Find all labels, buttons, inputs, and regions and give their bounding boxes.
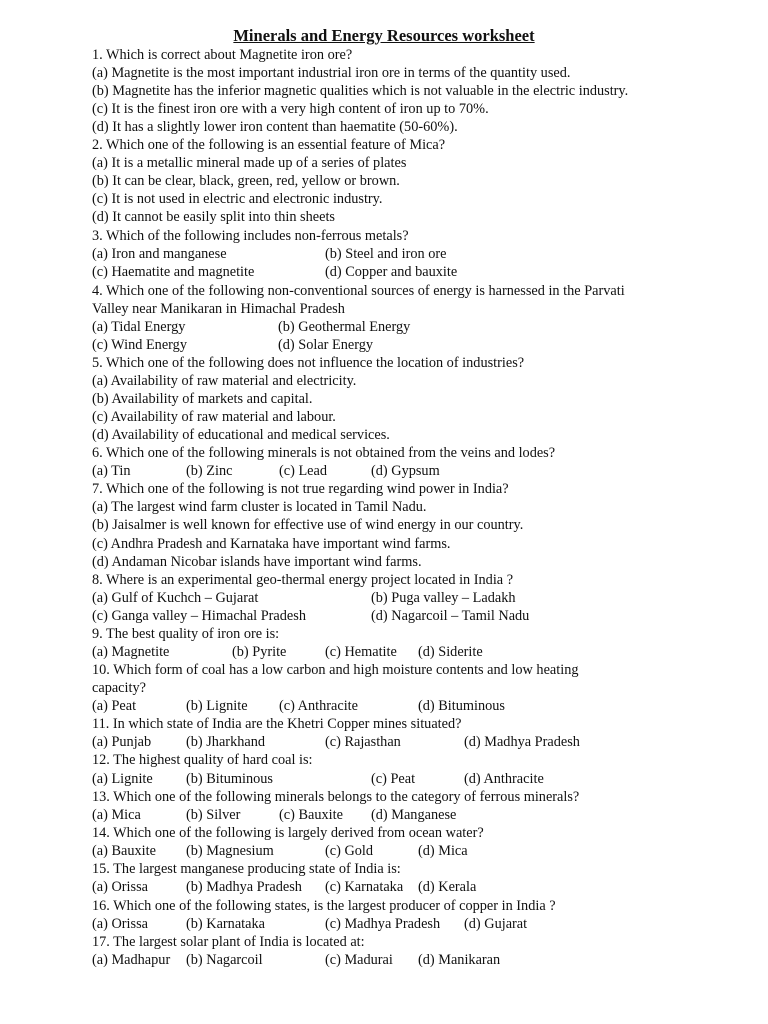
q4-option-a: (a) Tidal Energy (92, 319, 186, 335)
question-2: 2. Which one of the following is an essential feature of Mica? (92, 137, 446, 153)
q13-option-c: (c) Bauxite (279, 807, 343, 823)
q9-option-b: (b) Pyrite (232, 644, 287, 660)
q5-option-d: (d) Availability of educational and medical services. (92, 427, 390, 443)
q13-option-d: (d) Manganese (371, 807, 457, 823)
q15-option-b: (b) Madhya Pradesh (186, 879, 302, 895)
q16-option-a: (a) Orissa (92, 916, 148, 932)
question-7: 7. Which one of the following is not true regarding wind power in India? (92, 481, 509, 497)
q15-option-d: (d) Kerala (418, 879, 477, 895)
question-10-continued: capacity? (92, 680, 146, 696)
q10-option-a: (a) Peat (92, 698, 137, 714)
q11-option-c: (c) Rajasthan (325, 734, 401, 750)
q14-option-b: (b) Magnesium (186, 843, 274, 859)
question-13: 13. Which one of the following minerals belongs to the category of ferrous minerals? (92, 789, 580, 805)
q12-option-d: (d) Anthracite (464, 771, 544, 787)
q8-option-b: (b) Puga valley – Ladakh (371, 590, 516, 606)
q17-option-d: (d) Manikaran (418, 952, 501, 968)
question-4-continued: Valley near Manikaran in Himachal Pradesh (92, 301, 345, 317)
q14-option-a: (a) Bauxite (92, 843, 156, 859)
q7-option-a: (a) The largest wind farm cluster is located in Tamil Nadu. (92, 499, 427, 515)
q1-option-a: (a) Magnetite is the most important industrial iron ore in terms of the quantity used. (92, 65, 571, 81)
q8-option-c: (c) Ganga valley – Himachal Pradesh (92, 608, 306, 624)
q2-option-d: (d) It cannot be easily split into thin sheets (92, 209, 335, 225)
q16-option-b: (b) Karnataka (186, 916, 265, 932)
q4-option-d: (d) Solar Energy (278, 337, 374, 353)
q15-option-c: (c) Karnataka (325, 879, 404, 895)
q1-option-d: (d) It has a slightly lower iron content than haematite (50-60%). (92, 119, 458, 135)
q3-option-b: (b) Steel and iron ore (325, 246, 447, 262)
q2-option-b: (b) It can be clear, black, green, red, yellow or brown. (92, 173, 400, 189)
worksheet-title: Minerals and Energy Resources worksheet (233, 26, 535, 45)
q10-option-b: (b) Lignite (186, 698, 248, 714)
q16-option-c: (c) Madhya Pradesh (325, 916, 441, 932)
q11-option-d: (d) Madhya Pradesh (464, 734, 580, 750)
q5-option-a: (a) Availability of raw material and electricity. (92, 373, 357, 389)
q17-option-b: (b) Nagarcoil (186, 952, 263, 968)
q2-option-c: (c) It is not used in electric and electronic industry. (92, 191, 383, 207)
q1-option-c: (c) It is the finest iron ore with a very high content of iron up to 70%. (92, 101, 489, 117)
q3-option-a: (a) Iron and manganese (92, 246, 227, 262)
q9-option-c: (c) Hematite (325, 644, 397, 660)
q10-option-d: (d) Bituminous (418, 698, 505, 714)
question-4: 4. Which one of the following non-conventional sources of energy is harnessed in the Parvati (92, 283, 625, 299)
q17-option-c: (c) Madurai (325, 952, 393, 968)
question-6: 6. Which one of the following minerals is not obtained from the veins and lodes? (92, 445, 556, 461)
q17-option-a: (a) Madhapur (92, 952, 171, 968)
question-14: 14. Which one of the following is largely derived from ocean water? (92, 825, 484, 841)
q5-option-c: (c) Availability of raw material and labour. (92, 409, 336, 425)
q12-option-a: (a) Lignite (92, 771, 153, 787)
question-12: 12. The highest quality of hard coal is: (92, 752, 313, 768)
q12-option-b: (b) Bituminous (186, 771, 273, 787)
q5-option-b: (b) Availability of markets and capital. (92, 391, 313, 407)
q4-option-c: (c) Wind Energy (92, 337, 187, 353)
q7-option-c: (c) Andhra Pradesh and Karnataka have important wind farms. (92, 536, 451, 552)
question-10: 10. Which form of coal has a low carbon and high moisture contents and low heating (92, 662, 579, 678)
q1-option-b: (b) Magnetite has the inferior magnetic qualities which is not valuable in the electric industry. (92, 83, 629, 99)
question-11: 11. In which state of India are the Khetri Copper mines situated? (92, 716, 462, 732)
q7-option-b: (b) Jaisalmer is well known for effective use of wind energy in our country. (92, 517, 524, 533)
question-17: 17. The largest solar plant of India is located at: (92, 934, 365, 950)
q12-option-c: (c) Peat (371, 771, 416, 787)
question-9: 9. The best quality of iron ore is: (92, 626, 280, 642)
q14-option-c: (c) Gold (325, 843, 374, 859)
question-8: 8. Where is an experimental geo-thermal energy project located in India ? (92, 572, 514, 588)
q2-option-a: (a) It is a metallic mineral made up of a series of plates (92, 155, 407, 171)
question-16: 16. Which one of the following states, is the largest producer of copper in India ? (92, 898, 556, 914)
q4-option-b: (b) Geothermal Energy (278, 319, 411, 335)
question-3: 3. Which of the following includes non-ferrous metals? (92, 228, 409, 244)
q13-option-a: (a) Mica (92, 807, 141, 823)
q9-option-a: (a) Magnetite (92, 644, 170, 660)
q16-option-d: (d) Gujarat (464, 916, 528, 932)
q8-option-a: (a) Gulf of Kuchch – Gujarat (92, 590, 259, 606)
q11-option-b: (b) Jharkhand (186, 734, 266, 750)
q6-option-b: (b) Zinc (186, 463, 233, 479)
q13-option-b: (b) Silver (186, 807, 241, 823)
q3-option-c: (c) Haematite and magnetite (92, 264, 255, 280)
q3-option-d: (d) Copper and bauxite (325, 264, 458, 280)
q9-option-d: (d) Siderite (418, 644, 483, 660)
q8-option-d: (d) Nagarcoil – Tamil Nadu (371, 608, 530, 624)
q6-option-d: (d) Gypsum (371, 463, 440, 479)
question-5: 5. Which one of the following does not influence the location of industries? (92, 355, 525, 371)
q11-option-a: (a) Punjab (92, 734, 152, 750)
q6-option-a: (a) Tin (92, 463, 131, 479)
q15-option-a: (a) Orissa (92, 879, 148, 895)
q7-option-d: (d) Andaman Nicobar islands have important wind farms. (92, 554, 422, 570)
q14-option-d: (d) Mica (418, 843, 468, 859)
q10-option-c: (c) Anthracite (279, 698, 358, 714)
question-15: 15. The largest manganese producing state of India is: (92, 861, 401, 877)
q6-option-c: (c) Lead (279, 463, 328, 479)
question-1: 1. Which is correct about Magnetite iron ore? (92, 47, 353, 63)
